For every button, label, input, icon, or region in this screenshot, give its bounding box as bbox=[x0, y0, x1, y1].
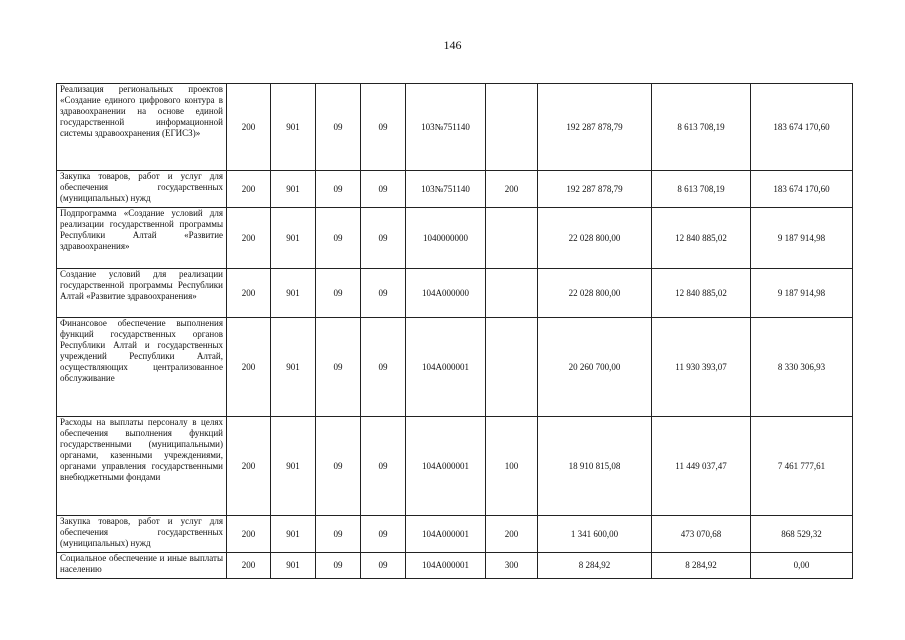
admin-code: 200 bbox=[227, 516, 271, 553]
row-description: Финансовое обеспечение выполнения функций государственных органов Республики Алтай и государственных учреждений Республики Алтай, осуществляющих централизованное обслуживание bbox=[57, 318, 227, 417]
expense-type-code bbox=[486, 84, 538, 171]
amount-1: 22 028 800,00 bbox=[538, 208, 652, 269]
amount-3: 8 330 306,93 bbox=[751, 318, 853, 417]
section-code: 09 bbox=[316, 318, 361, 417]
row-description: Социальное обеспечение и иные выплаты населению bbox=[57, 553, 227, 579]
subsection-code: 09 bbox=[361, 516, 406, 553]
admin-code: 200 bbox=[227, 553, 271, 579]
target-article-code: 104А000001 bbox=[406, 553, 486, 579]
row-description: Закупка товаров, работ и услуг для обеспечения государственных (муниципальных) нужд bbox=[57, 171, 227, 208]
admin-code: 200 bbox=[227, 417, 271, 516]
amount-3: 183 674 170,60 bbox=[751, 171, 853, 208]
ministry-code: 901 bbox=[271, 417, 316, 516]
target-article-code: 104А000001 bbox=[406, 318, 486, 417]
ministry-code: 901 bbox=[271, 318, 316, 417]
target-article-code: 104А000001 bbox=[406, 516, 486, 553]
section-code: 09 bbox=[316, 553, 361, 579]
expense-type-code: 100 bbox=[486, 417, 538, 516]
section-code: 09 bbox=[316, 417, 361, 516]
amount-2: 473 070,68 bbox=[652, 516, 751, 553]
ministry-code: 901 bbox=[271, 208, 316, 269]
subsection-code: 09 bbox=[361, 417, 406, 516]
amount-1: 1 341 600,00 bbox=[538, 516, 652, 553]
ministry-code: 901 bbox=[271, 516, 316, 553]
amount-2: 11 930 393,07 bbox=[652, 318, 751, 417]
subsection-code: 09 bbox=[361, 269, 406, 318]
section-code: 09 bbox=[316, 208, 361, 269]
target-article-code: 104А000000 bbox=[406, 269, 486, 318]
section-code: 09 bbox=[316, 269, 361, 318]
row-description: Создание условий для реализации государственной программы Республики Алтай «Развитие здравоохранения» bbox=[57, 269, 227, 318]
row-description: Реализация региональных проектов «Создание единого цифрового контура в здравоохранении на основе единой государственной информационной системы здравоохранения (ЕГИСЗ)» bbox=[57, 84, 227, 171]
admin-code: 200 bbox=[227, 171, 271, 208]
amount-2: 11 449 037,47 bbox=[652, 417, 751, 516]
target-article-code: 104А000001 bbox=[406, 417, 486, 516]
row-description: Подпрограмма «Создание условий для реализации государственной программы Республики Алтай «Развитие здравоохранения» bbox=[57, 208, 227, 269]
subsection-code: 09 bbox=[361, 553, 406, 579]
expense-type-code bbox=[486, 269, 538, 318]
subsection-code: 09 bbox=[361, 318, 406, 417]
table-row bbox=[57, 171, 853, 208]
amount-3: 868 529,32 bbox=[751, 516, 853, 553]
expense-type-code bbox=[486, 208, 538, 269]
table-row bbox=[57, 553, 853, 579]
budget-table bbox=[56, 83, 853, 579]
row-description: Закупка товаров, работ и услуг для обеспечения государственных (муниципальных) нужд bbox=[57, 516, 227, 553]
amount-2: 8 284,92 bbox=[652, 553, 751, 579]
expense-type-code: 200 bbox=[486, 171, 538, 208]
amount-2: 12 840 885,02 bbox=[652, 269, 751, 318]
amount-3: 9 187 914,98 bbox=[751, 269, 853, 318]
table-row bbox=[57, 269, 853, 318]
target-article-code: 103№751140 bbox=[406, 171, 486, 208]
amount-2: 8 613 708,19 bbox=[652, 84, 751, 171]
expense-type-code bbox=[486, 318, 538, 417]
page-number: 146 bbox=[443, 38, 462, 52]
section-code: 09 bbox=[316, 171, 361, 208]
amount-3: 183 674 170,60 bbox=[751, 84, 853, 171]
amount-2: 12 840 885,02 bbox=[652, 208, 751, 269]
expense-type-code: 200 bbox=[486, 516, 538, 553]
ministry-code: 901 bbox=[271, 553, 316, 579]
expense-type-code: 300 bbox=[486, 553, 538, 579]
table-row bbox=[57, 318, 853, 417]
amount-1: 20 260 700,00 bbox=[538, 318, 652, 417]
admin-code: 200 bbox=[227, 208, 271, 269]
amount-3: 9 187 914,98 bbox=[751, 208, 853, 269]
admin-code: 200 bbox=[227, 318, 271, 417]
target-article-code: 1040000000 bbox=[406, 208, 486, 269]
row-description: Расходы на выплаты персоналу в целях обеспечения выполнения функций государственными (муниципальными) органами, казенными учреждениями, органами управления государственными внебюджетными фондами bbox=[57, 417, 227, 516]
amount-1: 22 028 800,00 bbox=[538, 269, 652, 318]
section-code: 09 bbox=[316, 84, 361, 171]
table-row bbox=[57, 208, 853, 269]
subsection-code: 09 bbox=[361, 84, 406, 171]
table-row bbox=[57, 516, 853, 553]
subsection-code: 09 bbox=[361, 208, 406, 269]
admin-code: 200 bbox=[227, 269, 271, 318]
ministry-code: 901 bbox=[271, 269, 316, 318]
subsection-code: 09 bbox=[361, 171, 406, 208]
table-row bbox=[57, 84, 853, 171]
amount-1: 18 910 815,08 bbox=[538, 417, 652, 516]
target-article-code: 103№751140 bbox=[406, 84, 486, 171]
amount-3: 7 461 777,61 bbox=[751, 417, 853, 516]
ministry-code: 901 bbox=[271, 171, 316, 208]
amount-3: 0,00 bbox=[751, 553, 853, 579]
amount-2: 8 613 708,19 bbox=[652, 171, 751, 208]
section-code: 09 bbox=[316, 516, 361, 553]
table-row bbox=[57, 417, 853, 516]
amount-1: 192 287 878,79 bbox=[538, 171, 652, 208]
admin-code: 200 bbox=[227, 84, 271, 171]
ministry-code: 901 bbox=[271, 84, 316, 171]
amount-1: 8 284,92 bbox=[538, 553, 652, 579]
amount-1: 192 287 878,79 bbox=[538, 84, 652, 171]
